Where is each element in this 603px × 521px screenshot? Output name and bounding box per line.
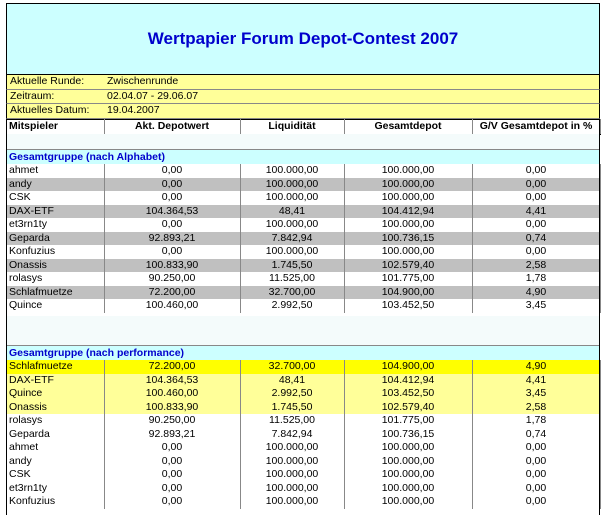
gain-loss-cell: 3,45 [472,387,600,401]
player-name-cell: Quince [6,387,104,401]
depot-value-cell: 100.460,00 [104,387,240,401]
liquidity-cell: 2.992,50 [240,387,344,401]
liquidity-cell: 2.992,50 [240,299,344,313]
section-title-performance: Gesamtgruppe (nach performance) [6,345,600,360]
total-depot-cell: 104.900,00 [344,360,472,374]
info-block [6,75,600,119]
column-header: G/V Gesamtdepot in % [472,120,600,135]
depot-value-cell: 100.833,90 [104,259,240,273]
liquidity-cell: 11.525,00 [240,414,344,428]
table-row [6,164,600,178]
liquidity-cell: 100.000,00 [240,218,344,232]
player-name-cell: DAX-ETF [6,374,104,388]
depot-value-cell: 0,00 [104,495,240,509]
player-name-cell: rolasys [6,272,104,286]
section-title-alphabet: Gesamtgruppe (nach Alphabet) [6,149,600,164]
column-header: Mitspieler [6,120,104,135]
table-row [6,191,600,205]
liquidity-cell: 100.000,00 [240,178,344,192]
player-name-cell: Konfuzius [6,495,104,509]
spreadsheet [2,3,601,515]
gain-loss-cell: 1,78 [472,272,600,286]
player-name-cell: Schlafmuetze [6,360,104,374]
total-depot-cell: 100.000,00 [344,455,472,469]
gain-loss-cell: 0,00 [472,218,600,232]
player-name-cell: CSK [6,468,104,482]
player-name-cell: CSK [6,191,104,205]
liquidity-cell: 48,41 [240,205,344,219]
table-row [6,374,600,388]
liquidity-cell: 100.000,00 [240,455,344,469]
table-row [6,232,600,246]
liquidity-cell: 100.000,00 [240,164,344,178]
depot-value-cell: 0,00 [104,178,240,192]
liquidity-cell: 100.000,00 [240,495,344,509]
table-row [6,272,600,286]
depot-value-cell: 72.200,00 [104,360,240,374]
liquidity-cell: 1.745,50 [240,401,344,415]
gain-loss-cell: 0,00 [472,178,600,192]
gain-loss-cell: 0,00 [472,245,600,259]
depot-value-cell: 0,00 [104,441,240,455]
gain-loss-cell: 0,74 [472,428,600,442]
depot-value-cell: 92.893,21 [104,232,240,246]
depot-value-cell: 100.833,90 [104,401,240,415]
depot-value-cell: 0,00 [104,218,240,232]
player-name-cell: et3rn1ty [6,218,104,232]
gain-loss-cell: 4,90 [472,286,600,300]
gain-loss-cell: 0,00 [472,455,600,469]
total-depot-cell: 100.736,15 [344,232,472,246]
gain-loss-cell: 0,00 [472,164,600,178]
player-name-cell: Onassis [6,259,104,273]
info-label: Zeitraum: [10,89,55,102]
gain-loss-cell: 4,41 [472,205,600,219]
table-row [6,299,600,313]
total-depot-cell: 104.412,94 [344,205,472,219]
liquidity-cell: 11.525,00 [240,272,344,286]
player-name-cell: ahmet [6,164,104,178]
info-value: 19.04.2007 [107,104,160,116]
total-depot-cell: 103.452,50 [344,299,472,313]
total-depot-cell: 103.452,50 [344,387,472,401]
column-header-table [6,119,601,135]
player-name-cell: Konfuzius [6,245,104,259]
player-name-cell: Geparda [6,428,104,442]
depot-value-cell: 0,00 [104,191,240,205]
table-row [6,245,600,259]
player-name-cell: andy [6,455,104,469]
table-row [6,387,600,401]
liquidity-cell: 100.000,00 [240,441,344,455]
table-row [6,401,600,415]
depot-value-cell: 0,00 [104,468,240,482]
total-depot-cell: 100.000,00 [344,191,472,205]
depot-value-cell: 0,00 [104,164,240,178]
gain-loss-cell: 3,45 [472,299,600,313]
table-row [6,428,600,442]
gain-loss-cell: 0,00 [472,468,600,482]
spacer [6,134,600,150]
gain-loss-cell: 4,90 [472,360,600,374]
player-name-cell: Onassis [6,401,104,415]
total-depot-cell: 101.775,00 [344,272,472,286]
info-row-round [6,75,600,90]
depot-value-cell: 92.893,21 [104,428,240,442]
depot-value-cell: 90.250,00 [104,272,240,286]
table-row [6,205,600,219]
gain-loss-cell: 0,74 [472,232,600,246]
table-row [6,482,600,496]
depot-value-cell: 0,00 [104,455,240,469]
title-band [6,3,600,75]
player-name-cell: ahmet [6,441,104,455]
liquidity-cell: 1.745,50 [240,259,344,273]
liquidity-cell: 100.000,00 [240,482,344,496]
player-name-cell: andy [6,178,104,192]
total-depot-cell: 102.579,40 [344,401,472,415]
info-label: Aktuelles Datum: [10,104,90,116]
player-name-cell: Quince [6,299,104,313]
total-depot-cell: 104.412,94 [344,374,472,388]
liquidity-cell: 100.000,00 [240,191,344,205]
table-row [6,441,600,455]
gain-loss-cell: 2,58 [472,259,600,273]
gain-loss-cell: 1,78 [472,414,600,428]
total-depot-cell: 100.000,00 [344,178,472,192]
gain-loss-cell: 0,00 [472,495,600,509]
liquidity-cell: 100.000,00 [240,468,344,482]
table-row [6,455,600,469]
depot-value-cell: 72.200,00 [104,286,240,300]
total-depot-cell: 100.000,00 [344,441,472,455]
column-header: Liquidität [240,120,344,135]
player-name-cell: DAX-ETF [6,205,104,219]
depot-value-cell: 0,00 [104,245,240,259]
total-depot-cell: 100.736,15 [344,428,472,442]
total-depot-cell: 102.579,40 [344,259,472,273]
liquidity-cell: 32.700,00 [240,360,344,374]
total-depot-cell: 104.900,00 [344,286,472,300]
total-depot-cell: 100.000,00 [344,164,472,178]
total-depot-cell: 100.000,00 [344,245,472,259]
table-row [6,178,600,192]
column-header: Gesamtdepot [344,120,472,135]
info-label: Aktuelle Runde: [10,75,85,87]
table-row [6,414,600,428]
player-name-cell: Geparda [6,232,104,246]
total-depot-cell: 100.000,00 [344,495,472,509]
column-header-row [6,120,600,135]
table-row [6,468,600,482]
table-row [6,259,600,273]
liquidity-cell: 7.842,94 [240,428,344,442]
depot-value-cell: 90.250,00 [104,414,240,428]
depot-value-cell: 104.364,53 [104,205,240,219]
gain-loss-cell: 2,58 [472,401,600,415]
liquidity-cell: 48,41 [240,374,344,388]
table-row [6,218,600,232]
player-name-cell: et3rn1ty [6,482,104,496]
table-row [6,286,600,300]
total-depot-cell: 100.000,00 [344,218,472,232]
player-name-cell: rolasys [6,414,104,428]
total-depot-cell: 100.000,00 [344,468,472,482]
spacer [6,316,600,346]
liquidity-cell: 100.000,00 [240,245,344,259]
gain-loss-cell: 0,00 [472,191,600,205]
gain-loss-cell: 4,41 [472,374,600,388]
depot-value-cell: 0,00 [104,482,240,496]
column-header: Akt. Depotwert [104,120,240,135]
depot-value-cell: 100.460,00 [104,299,240,313]
performance-table [6,360,601,509]
total-depot-cell: 100.000,00 [344,482,472,496]
page-title: Wertpapier Forum Depot-Contest 2007 [147,29,459,48]
player-name-cell: Schlafmuetze [6,286,104,300]
table-row [6,495,600,509]
gain-loss-cell: 0,00 [472,441,600,455]
table-row [6,360,600,374]
info-row-date [6,104,600,119]
info-value: 02.04.07 - 29.06.07 [107,89,199,102]
total-depot-cell: 101.775,00 [344,414,472,428]
info-value: Zwischenrunde [107,75,179,87]
info-row-period [6,90,600,105]
depot-value-cell: 104.364,53 [104,374,240,388]
liquidity-cell: 7.842,94 [240,232,344,246]
gain-loss-cell: 0,00 [472,482,600,496]
alphabet-table [6,164,601,313]
liquidity-cell: 32.700,00 [240,286,344,300]
